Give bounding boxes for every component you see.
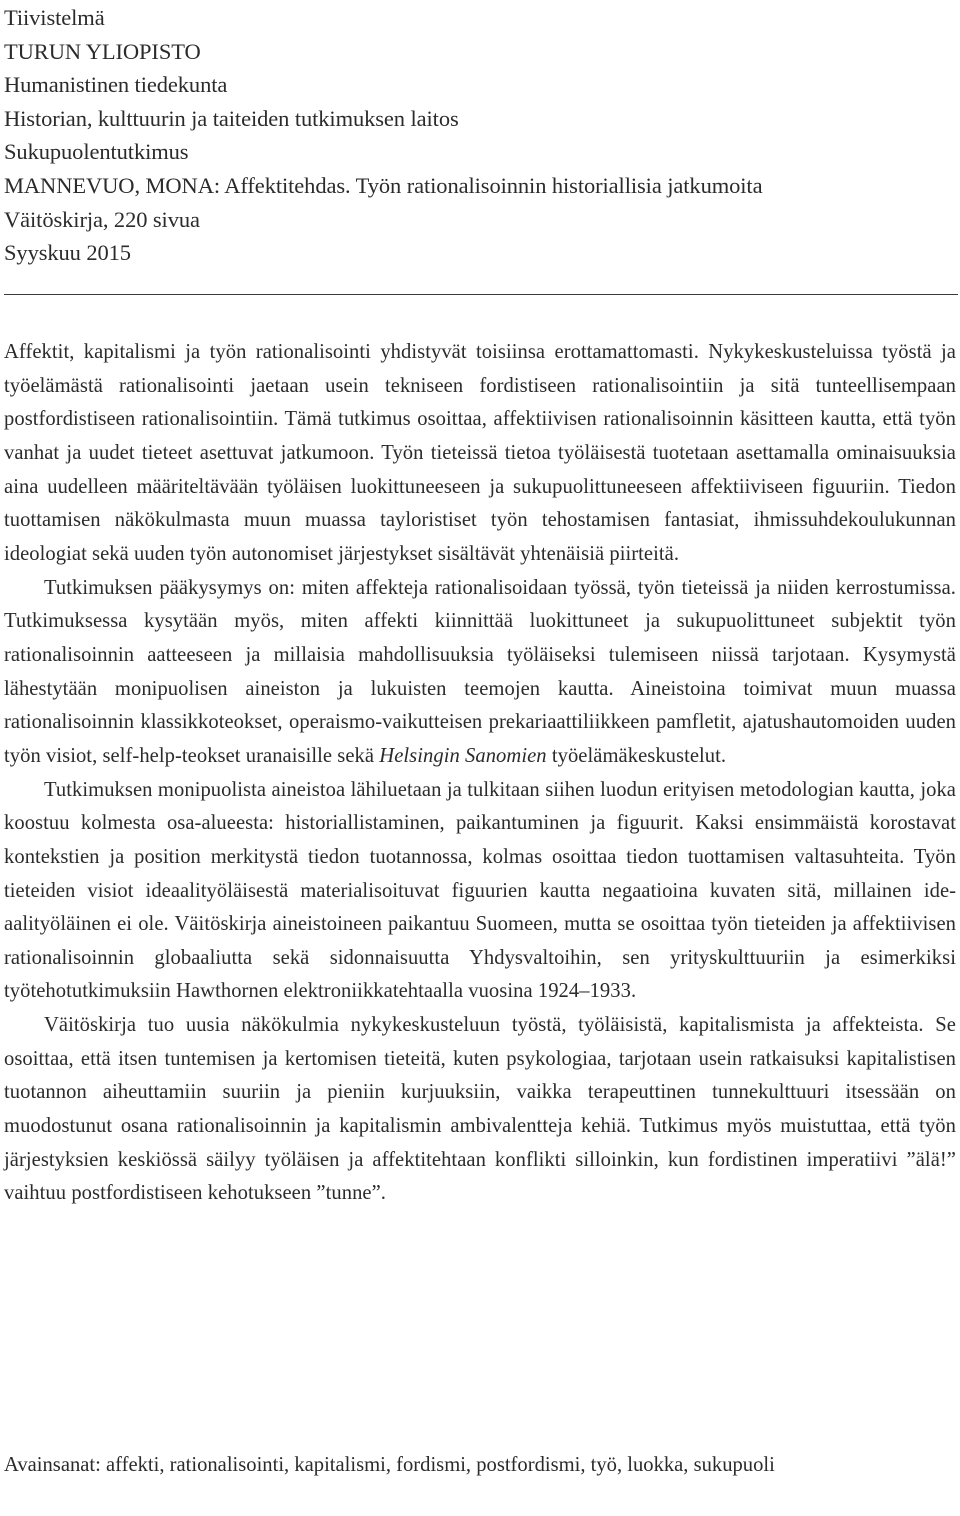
department-name: Historian, kulttuurin ja taiteiden tutkimuksen laitos xyxy=(4,105,459,131)
author-and-title: MANNEVUO, MONA: Affektitehdas. Työn rationalisoinnin historiallisia jatkumoita xyxy=(4,172,763,198)
paragraph-2-text-start: Tutkimuksen pääkysymys on: miten affekteja rationalisoidaan työssä, työn tieteissä ja niiden kerrostumissa. Tutkimuksessa kysytään myös, miten affekti kiinnittää luokittuneet ja sukupuolittuneet subjektit työn rationalisoinnin aatteeseen ja millaisia mahdollisuuksia työläiseksi tulemiseen niissä tarjotaan. Kysymystä lähestytään monipuolisen aineiston ja lukuisten teemojen kautta. Aineistoina toimivat muun muassa rationalisoinnin klassikkoteokset, operaismo-vaikutteisen prekariaattiliikkeen pamfletit, ajatushautomoiden uuden työn visiot, self-help-teokset uranaisille sekä xyxy=(4,576,956,767)
faculty-name: Humanistinen tiedekunta xyxy=(4,72,228,98)
publication-date: Syyskuu 2015 xyxy=(4,240,131,266)
paragraph-2-text-end: työelämäkeskustelut. xyxy=(546,744,727,767)
university-name: TURUN YLIOPISTO xyxy=(4,38,201,64)
thesis-info: Väitöskirja, 220 sivua xyxy=(4,206,200,232)
subject-name: Sukupuolentutkimus xyxy=(4,139,189,165)
abstract-body xyxy=(4,336,956,1211)
abstract-paragraph-4: Väitöskirja tuo uusia näkökulmia nykykeskusteluun työstä, työläisistä, kapitalismista ja affekteista. Se osoittaa, että itsen tuntemisen ja kertomisen tieteitä, kuten psykologiaa, tarjotaan usein ratkaisuksi kapitalistisen tuotannon aiheuttamiin suuriin ja pieniin kurjuuksiin, vaikka terapeuttinen tunnekulttuuri itsessään on muodostunut osana rationalisoinnin ja kapitalismin ambivalentteja kehiä. Tutkimus myös muistuttaa, että työn järjestyksien keskiössä säilyy työläisen ja affektitehtaan konflikti silloinkin, kun fordistinen imperatiivi ”älä!” vaihtuu postfordistiseen kehotukseen ”tunne”. xyxy=(4,1014,956,1205)
document-page xyxy=(4,0,958,270)
header-divider xyxy=(4,294,958,295)
abstract-paragraph-1: Affektit, kapitalismi ja työn rationalisointi yhdistyvät toisiinsa erottamattomasti. Nykykeskusteluissa työstä ja työelämästä rationalisointi jaetaan usein tekniseen fordistiseen rationalisointiin ja sitä tunteellisempaan postfordistiseen rationalisointiin. Tämä tutkimus osoittaa, affektiivisen rationalisoinnin käsitteen kautta, että työn vanhat ja uudet tieteet asettuvat jatkumoon. Työn tieteissä tietoa työläisestä tuotetaan asettamalla ominaisuuksia aina uudelleen määriteltävään työläisen luokittuneeseen ja sukupuolittuneeseen affektiiviseen figuuriin. Tiedon tuottamisen näkökulmasta muun muassa tayloristiset työn tehostamisen fantasiat, ihmissuhdekoulukunnan ideologiat sekä uuden työn autonomiset järjestykset sisältävät yhtenäisiä piirteitä. xyxy=(4,341,956,565)
abstract-paragraph-3: Tutkimuksen monipuolista aineistoa lähiluetaan ja tulkitaan siihen luodun erityisen metodologian kautta, joka koostuu kolmesta osa-alueesta: historiallistaminen, paikantuminen ja figuurit. Kaksi ensimmäistä korostavat kontekstien ja position merkitystä tiedon tuotannossa, kolmas osoittaa tiedon tuottamisen valtasuhteita. Työn tieteiden visiot ideaalityöläisestä materialisoituvat figuurien kautta negaatioina kuvaten sitä, millainen ideaalityöläinen ei ole. Väitöskirja aineistoineen paikantuu Suomeen, mutta se osoittaa työn tieteiden ja affektiivisen rationalisoinnin globaaliutta sekä sidonnaisuutta Yhdysvaltoihin, sen yrityskulttuuriin ja esimerkiksi työtehotutkimuksiin Hawthornen elektroniikkatehtaalla vuosina 1924–1933. xyxy=(4,778,956,1003)
abstract-header xyxy=(4,0,958,270)
keywords: Avainsanat: affekti, rationalisointi, kapitalismi, fordismi, postfordismi, työ, luokka, sukupuoli xyxy=(4,1454,775,1476)
newspaper-title: Helsingin Sanomien xyxy=(379,744,547,767)
abstract-paragraph-2 xyxy=(4,572,956,774)
section-label: Tiivistelmä xyxy=(4,5,105,30)
